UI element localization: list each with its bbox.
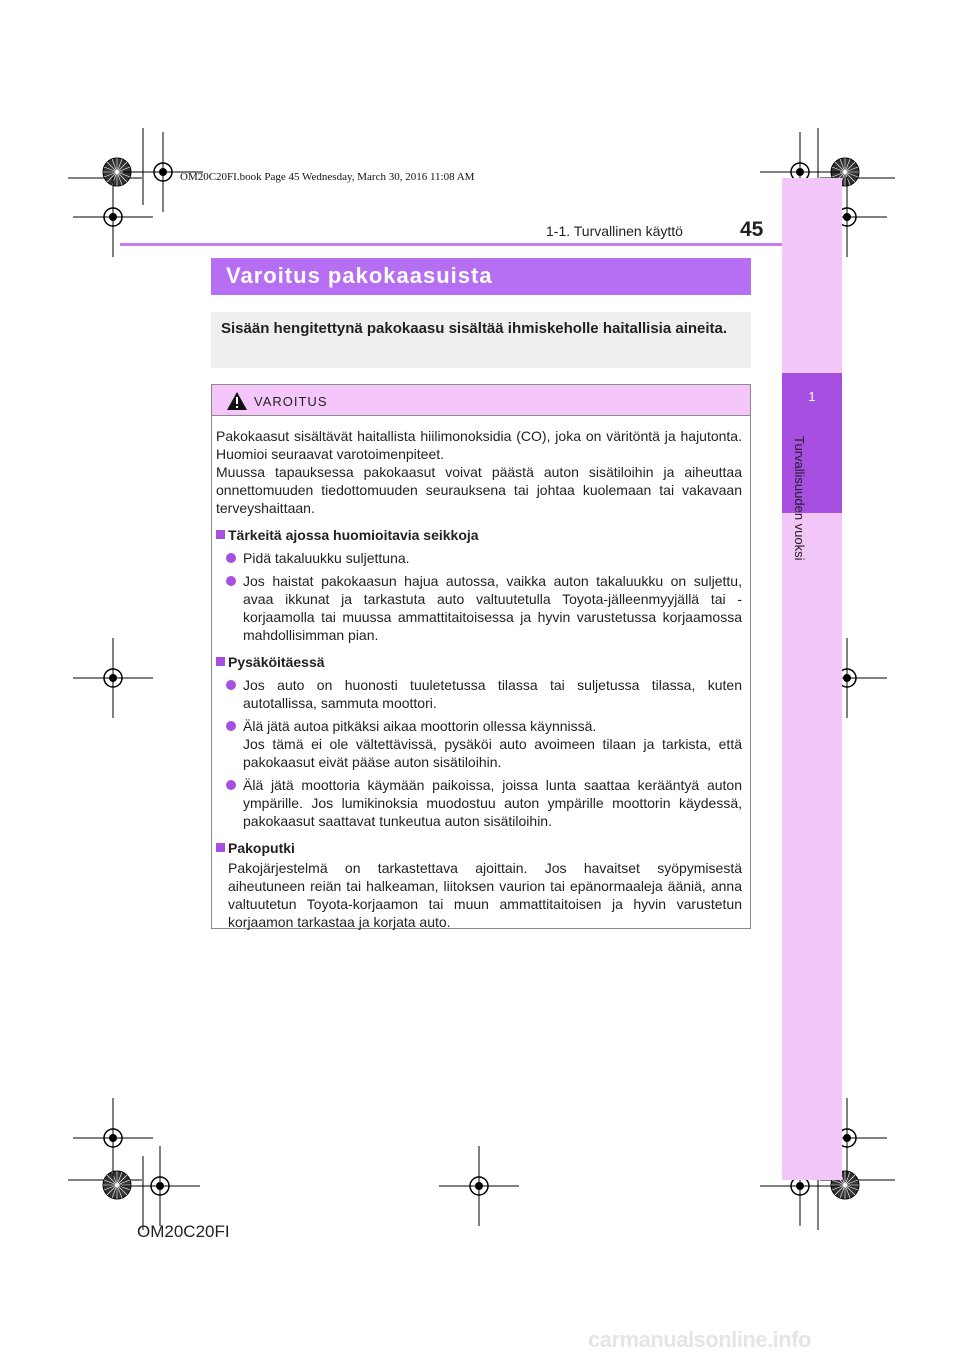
caution-label: VAROITUS [254,394,328,409]
bullet-icon [226,576,236,586]
list-item: Älä jätä moottoria käymään paikoissa, joissa lunta saattaa kerääntyä auton ympärille. Jos lumikinoksia muodostuu auton ympärille moottorin käydessä, pakokaasut saattavat tunkeutua auton sisätiloihin. [216,776,742,830]
caution-body [216,427,742,931]
summary-text: Sisään hengitettynä pakokaasu sisältää ihmiskeholle haitallisia aineita. [221,320,728,337]
square-bullet-icon [216,530,225,539]
page-number: 45 [740,218,764,241]
bullet-icon [226,780,236,790]
list-item: Jos auto on huonosti tuuletetussa tilassa tai suljetussa tilassa, kuten autotallissa, sammuta moottori. [216,676,742,712]
section-heading: Pysäköitäessä [216,653,742,671]
list-item: Älä jätä autoa pitkäksi aikaa moottorin ollessa käynnissä. Jos tämä ei ole vältettävissä, pysäköi auto avoimeen tilaan ja tarkista, että pakokaasut eivät pääse auton sisätiloihin. [216,717,742,771]
warning-icon [226,391,248,411]
square-bullet-icon [216,657,225,666]
bullet-icon [226,721,236,731]
chapter-number: 1 [808,389,816,404]
page-title: Varoitus pakokaasuista [226,263,493,288]
section-title: 1-1. Turvallinen käyttö [546,223,683,239]
section-heading: Tärkeitä ajossa huomioitavia seikkoja [216,526,742,544]
section-heading: Pakoputki [216,839,742,857]
watermark: carmanualsonline.info [588,1327,811,1352]
square-bullet-icon [216,843,225,852]
print-info: OM20C20FI.book Page 45 Wednesday, March 30, 2016 11:08 AM [180,171,475,183]
section-text: Pakojärjestelmä on tarkastettava ajoittain. Jos havaitset syöpymisestä aiheutuneen reiän tai halkeaman, liitoksen vaurion tai epänormaaleja ääniä, anna valtuutetun Toyota-korjaamon tai muun ammattitaitoisen ja hyvin varustetun korjaamon tarkastaa ja korjata auto. [228,860,742,930]
bullet-icon [226,680,236,690]
chapter-tab-strip [782,178,842,1180]
list-item: Pidä takaluukku suljettuna. [216,549,742,567]
bullet-icon [226,553,236,563]
chapter-title: Turvallisuuden vuoksi [792,436,807,561]
header-rule [120,243,782,246]
list-item: Jos haistat pakokaasun hajua autossa, vaikka auton takaluukku on suljettu, avaa ikkunat ja tarkastuta auto valtuutetulla Toyota-jälleenmyyjällä tai -korjaamolla tai muussa ammattitaitoisessa ja hyvin varustetussa korjaamossa mahdollisimman pian. [216,572,742,644]
caution-intro-2: Muussa tapauksessa pakokaasut voivat päästä auton sisätiloihin ja aiheuttaa onnettomuuden tiedottomuuden seurauksena tai johtaa kuolemaan tai vakavaan terveyshaittaan. [216,464,742,516]
caution-intro-1: Pakokaasut sisältävät haitallista hiilimonoksidia (CO), joka on väritöntä ja hajutonta. Huomioi seuraavat varotoimenpiteet. [216,428,742,462]
manual-code: OM20C20FI [137,1222,230,1241]
